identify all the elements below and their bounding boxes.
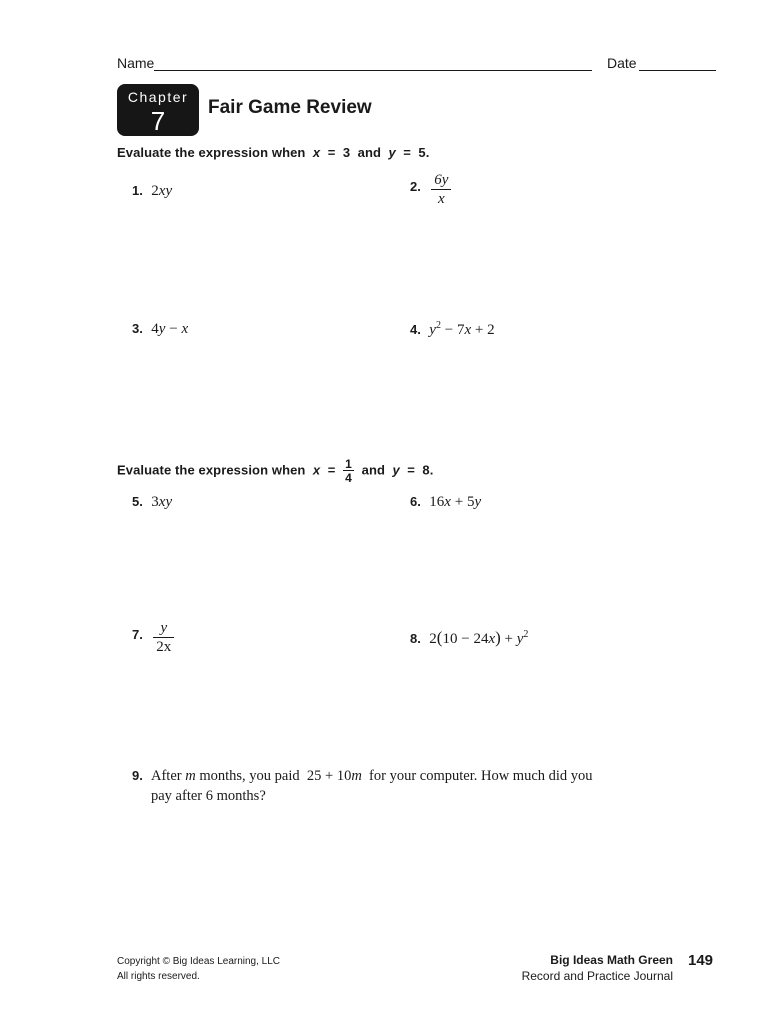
problem-8 — [410, 628, 528, 648]
name-blank-line — [154, 70, 592, 71]
equals-sign: = — [327, 145, 336, 160]
instruction-text: Evaluate the expression when — [117, 462, 306, 478]
and-word: and — [361, 462, 386, 478]
problem-number: 1. — [132, 183, 143, 198]
copyright-notice — [117, 954, 280, 984]
var-y: y — [388, 145, 396, 160]
chapter-number: 7 — [150, 106, 166, 136]
problem-expression: $y^2 - 7x + 2$ — [429, 320, 495, 338]
problem-number: 5. — [132, 494, 143, 509]
name-label: Name — [117, 55, 155, 71]
section-2-instruction — [117, 458, 433, 484]
problem-3 — [132, 320, 188, 338]
x-fraction: $\frac{1}{4}$ — [345, 457, 352, 485]
problem-number: 3. — [132, 321, 143, 336]
problem-expression: 16x + 5y — [429, 494, 482, 510]
problem-number: 2. — [410, 179, 421, 195]
page-number: 149 — [688, 952, 714, 969]
problem-1 — [132, 182, 172, 200]
chapter-word: Chapter — [127, 89, 189, 105]
problem-expression: $\frac{6y}{x}$ — [431, 172, 451, 209]
equals-sign: = — [403, 145, 411, 160]
problem-number: 4. — [410, 322, 421, 337]
problem-9-text: After m months, you paid 25 + 10m for your computer. How much did you pay after 6 months? — [151, 768, 593, 804]
problem-expression: 3xy — [151, 494, 173, 510]
date-label: Date — [607, 55, 637, 71]
x-value: 3 — [342, 145, 351, 160]
var-y: y — [392, 462, 400, 478]
instruction-text: Evaluate the expression when — [117, 145, 306, 160]
equals-sign: = — [327, 462, 336, 478]
section-1-instruction — [117, 145, 429, 160]
problem-expression: $\frac{y}{2x}$ — [153, 620, 174, 657]
y-value: 8. — [422, 462, 434, 478]
chapter-badge — [117, 84, 199, 136]
fraction-denominator: 2x — [153, 637, 174, 656]
var-x: x — [312, 462, 321, 478]
problem-5 — [132, 493, 172, 511]
y-value: 5. — [418, 145, 430, 160]
problem-4 — [410, 320, 495, 339]
problem-number: 8. — [410, 631, 421, 646]
problem-expression: 2xy — [151, 183, 173, 199]
problem-expression: 4y − x — [151, 321, 189, 337]
problem-expression: $2(10 - 24x) + y^2$ — [429, 628, 529, 647]
book-title — [513, 952, 673, 984]
problem-7 — [132, 620, 174, 657]
problem-number: 7. — [132, 627, 143, 643]
problem-2 — [410, 172, 451, 209]
problem-number: 9. — [132, 768, 143, 783]
book-subtitle-line: Record and Practice Journal — [521, 969, 673, 983]
var-x: x — [312, 145, 321, 160]
rights-line: All rights reserved. — [117, 971, 200, 982]
and-word: and — [357, 145, 382, 160]
date-blank-line — [639, 70, 716, 71]
book-title-line: Big Ideas Math Green — [550, 953, 673, 967]
problem-number: 6. — [410, 494, 421, 509]
problem-6 — [410, 493, 481, 511]
copyright-line: Copyright © Big Ideas Learning, LLC — [117, 956, 281, 967]
equals-sign: = — [407, 462, 415, 478]
page-title: Fair Game Review — [208, 97, 372, 118]
